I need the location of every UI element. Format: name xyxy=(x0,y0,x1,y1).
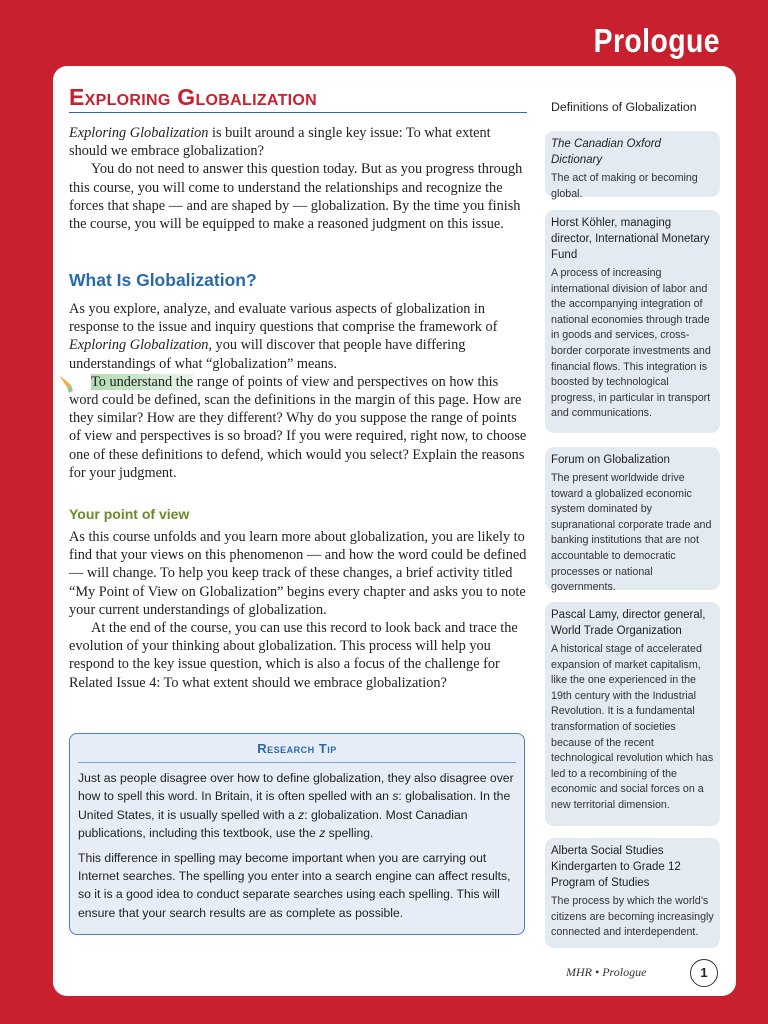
page-sheet xyxy=(53,66,736,996)
research-tip-rule xyxy=(78,762,516,763)
point-of-view-heading: Your point of view xyxy=(69,506,190,522)
research-tip-box xyxy=(69,733,525,935)
what-is-paragraph-2: To understand the range of points of view and perspectives on how this word could be defined, scan the definitions in the margin of this page. How are they similar? How are they different? Why do you suppose the range of points of view and perspectives is so broad? If you were required, right now, to choose one of these definitions to defend, which would you select? Explain the reasons for your judgment. xyxy=(69,373,527,481)
definition-source: Alberta Social Studies Kindergarten to Grade 12 Program of Studies xyxy=(551,845,681,889)
definition-source: Pascal Lamy, director general, World Trade Organization xyxy=(551,609,706,637)
what-is-paragraph-1: As you explore, analyze, and evaluate various aspects of globalization in response to the issue and inquiry questions that comprise the framework of Exploring Globalization, you will discover that people have differing understandings of what “globalization” means. xyxy=(69,301,498,372)
what-is-section xyxy=(69,300,527,482)
page-title: Exploring Globalization xyxy=(69,84,317,110)
highlighted-text: To understand the xyxy=(91,373,194,390)
definition-source: Horst Köhler, managing director, International Monetary Fund xyxy=(551,217,710,261)
definition-text: The process by which the world’s citizens are becoming increasingly connected and interdependent. xyxy=(551,895,714,939)
book-title-italic: Exploring Globalization xyxy=(69,125,209,141)
definition-text: The act of making or becoming global. xyxy=(551,172,698,200)
highlighter-icon xyxy=(57,373,75,395)
definition-card xyxy=(545,447,720,594)
research-tip-paragraph-2: This difference in spelling may become important when you are carrying out Internet searches. The spelling you enter into a search engine can affect results, so it is a good idea to conduct separate searches using each spelling. This will ensure that your search results are as complete as possible. xyxy=(78,850,511,920)
definition-source: Forum on Globalization xyxy=(551,454,670,466)
intro-paragraph-1: Exploring Globalization is built around a single key issue: To what extent should we embrace globalization? xyxy=(69,125,491,160)
intro-paragraph-2: You do not need to answer this question today. But as you progress through this course, you will come to understand the relationships and recognize the forces that shape — and are shaped by — globalization. By the time you finish the course, you will be equipped to make a reasoned judgment on this issue. xyxy=(69,161,523,233)
definition-card xyxy=(545,131,720,200)
research-tip-title: Research Tip xyxy=(257,741,337,756)
definition-card xyxy=(545,838,720,948)
sidebar-heading: Definitions of Globalization xyxy=(551,100,697,114)
what-is-heading: What Is Globalization? xyxy=(69,270,257,290)
point-of-view-section xyxy=(69,528,527,692)
definition-text: A historical stage of accelerated expansion of market capitalism, like the one experienced in the 19th century with the Industrial Revolution. It is a fundamental transformation of societies because of the recent technological revolution which has led to a recombining of the economic and social forces on a new territorial dimension. xyxy=(551,643,714,811)
definition-source: The Canadian Oxford Dictionary xyxy=(551,138,661,166)
definition-card xyxy=(545,602,720,826)
footer-label: MHR • Prologue xyxy=(566,965,647,979)
definition-text: A process of increasing international division of labor and the accompanying integration of national economies through trade in goods and services, cross-border corporate investments and financial flows. This integration is boosted by technological progress, in particular in transport and communications. xyxy=(551,267,711,420)
section-header: Prologue xyxy=(593,22,720,59)
page-number: 1 xyxy=(690,959,718,987)
definition-card xyxy=(545,210,720,433)
definition-text: The present worldwide drive toward a globalized economic system dominated by supranational corporate trade and banking institutions that are not accountable to democratic processes or national governments. xyxy=(551,472,712,594)
research-tip-paragraph-1: Just as people disagree over how to define globalization, they also disagree over how to spell this word. In Britain, it is often spelled with an s: globalisation. In the United States, it is usually spelled with a z: globalization. Most Canadian publications, including this textbook, use the z spelling. xyxy=(78,771,514,841)
point-of-view-paragraph-2: At the end of the course, you can use this record to look back and trace the evolution of your thinking about globalization. This process will help you respond to the key issue question, which is also a focus of the challenge for Related Issue 4: To what extent should we embrace globalization? xyxy=(69,620,518,691)
title-rule xyxy=(69,112,527,113)
point-of-view-paragraph-1: As this course unfolds and you learn more about globalization, you are likely to find that your views on this phenomenon — and how the word could be defined — will change. To help you keep track of these changes, a brief activity titled “My Point of View on Globalization” begins every chapter and asks you to note your current understandings of globalization. xyxy=(69,529,527,618)
intro-section xyxy=(69,124,527,233)
